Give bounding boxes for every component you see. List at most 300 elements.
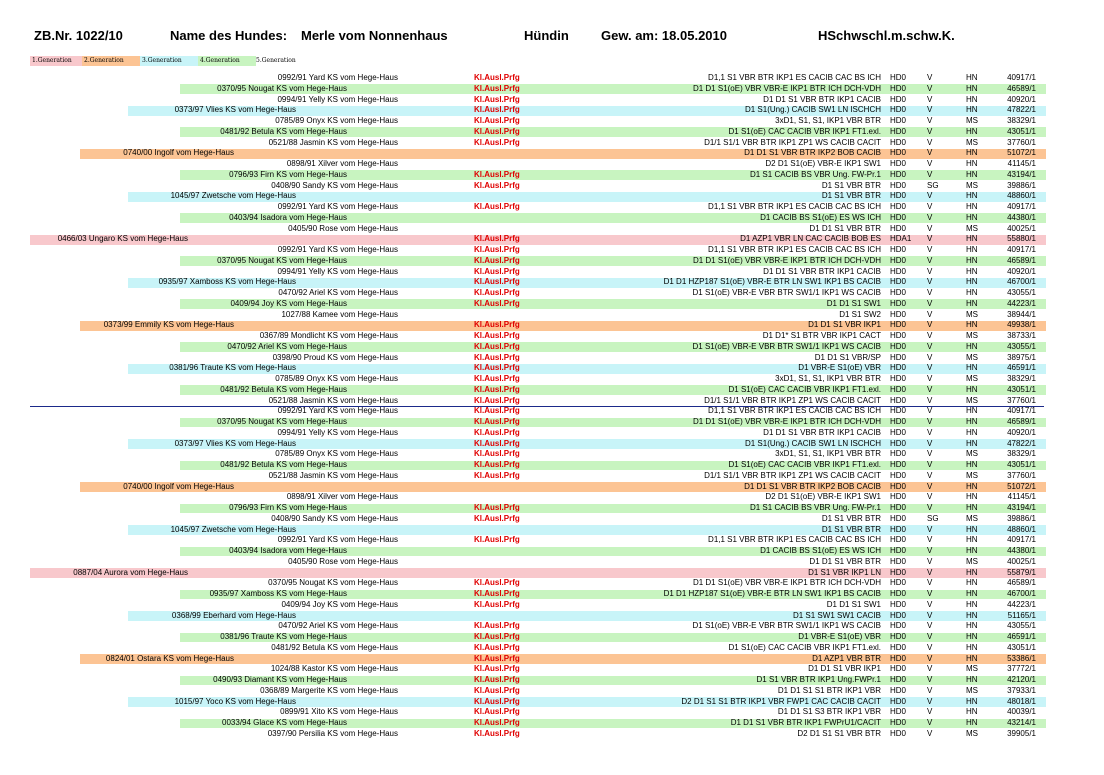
line-code: HN bbox=[966, 298, 978, 308]
exam-label: Kl.Ausl.Prfg bbox=[474, 126, 520, 136]
titles-info: D1 VBR-E S1(oE) VBR bbox=[798, 363, 881, 373]
grade-value: V bbox=[927, 524, 933, 534]
table-row bbox=[0, 267, 1104, 278]
dog-entry-name: 0370/95 Nougat KS vom Hege-Haus bbox=[217, 417, 347, 426]
reg-number: 51072/1 bbox=[1007, 148, 1036, 158]
reg-number: 48860/1 bbox=[1007, 524, 1036, 534]
titles-info: D1 D1 S1(oE) VBR VBR-E IKP1 BTR ICH DCH-VDH bbox=[692, 417, 881, 426]
table-row bbox=[0, 729, 1104, 740]
dog-entry-name: 1045/97 Zwetsche vom Hege-Haus bbox=[170, 524, 296, 534]
reg-number: 43051/1 bbox=[1007, 126, 1036, 136]
grade-value: SG bbox=[927, 513, 939, 523]
line-code: HN bbox=[966, 363, 978, 373]
document-header bbox=[0, 28, 1104, 46]
titles-info: D1 S1 VBR BTR bbox=[821, 180, 881, 190]
dog-entry-name: 1015/97 Yoco KS vom Hege-Haus bbox=[174, 696, 296, 706]
table-row bbox=[0, 159, 1104, 170]
table-row bbox=[0, 202, 1104, 213]
dog-entry-name: 0490/93 Diamant KS vom Hege-Haus bbox=[213, 675, 347, 684]
exam-label: Kl.Ausl.Prfg bbox=[474, 728, 520, 738]
table-row bbox=[0, 181, 1104, 192]
line-code: HN bbox=[966, 245, 978, 254]
hd-value: HD0 bbox=[890, 632, 907, 641]
titles-info: D1 D1 S1 VBR BTR IKP1 FWPrU1/CACIT bbox=[730, 718, 881, 727]
hd-value: HD0 bbox=[890, 126, 907, 136]
hd-value: HD0 bbox=[890, 556, 907, 566]
dog-entry-name: 0470/92 Ariel KS vom Hege-Haus bbox=[278, 621, 398, 631]
line-code: MS bbox=[966, 728, 978, 738]
grade-value: V bbox=[927, 449, 933, 459]
line-code: HN bbox=[966, 567, 978, 577]
hd-value: HD0 bbox=[890, 266, 907, 276]
exam-label: Kl.Ausl.Prfg bbox=[474, 470, 520, 480]
table-row bbox=[0, 654, 1104, 665]
titles-info: D1,1 S1 VBR BTR IKP1 ES CACIB CAC BS ICH bbox=[708, 245, 881, 254]
line-code: HN bbox=[966, 320, 978, 330]
reg-number: 38329/1 bbox=[1007, 449, 1036, 459]
exam-label: Kl.Ausl.Prfg bbox=[474, 664, 520, 674]
dog-entry-name: 0373/97 Vlies KS vom Hege-Haus bbox=[174, 105, 296, 115]
reg-number: 46591/1 bbox=[1007, 632, 1036, 641]
dog-entry-name: 0368/99 Eberhard vom Hege-Haus bbox=[171, 610, 296, 620]
legend-gen-1: 1.Generation bbox=[30, 56, 84, 66]
exam-label: Kl.Ausl.Prfg bbox=[474, 255, 520, 265]
table-row bbox=[0, 116, 1104, 127]
line-code: MS bbox=[966, 309, 978, 319]
grade-value: V bbox=[927, 83, 933, 93]
hd-value: HD0 bbox=[890, 331, 907, 340]
reg-number: 40025/1 bbox=[1007, 223, 1036, 233]
titles-info: D1 CACIB BS S1(oE) ES WS ICH bbox=[760, 212, 881, 222]
titles-info: 3xD1, S1, S1, IKP1 VBR BTR bbox=[775, 374, 881, 383]
table-row bbox=[0, 492, 1104, 503]
hd-value: HD0 bbox=[890, 298, 907, 308]
reg-number: 49938/1 bbox=[1007, 320, 1036, 330]
exam-label: Kl.Ausl.Prfg bbox=[474, 73, 520, 82]
dog-entry-name: 0887/04 Aurora vom Hege-Haus bbox=[73, 567, 188, 577]
dog-entry-name: 0785/89 Onyx KS vom Hege-Haus bbox=[275, 449, 398, 459]
separator-line bbox=[30, 406, 1044, 407]
table-row bbox=[0, 535, 1104, 546]
exam-label: Kl.Ausl.Prfg bbox=[474, 621, 520, 631]
hd-value: HD0 bbox=[890, 148, 907, 158]
dog-entry-name: 0373/97 Vlies KS vom Hege-Haus bbox=[174, 438, 296, 448]
table-row bbox=[0, 707, 1104, 718]
exam-label: Kl.Ausl.Prfg bbox=[474, 460, 520, 469]
hd-value: HD0 bbox=[890, 481, 907, 491]
table-row bbox=[0, 406, 1104, 417]
coat-color: HSchwschl.m.schw.K. bbox=[818, 28, 955, 43]
hd-value: HD0 bbox=[890, 384, 907, 394]
reg-number: 40920/1 bbox=[1007, 266, 1036, 276]
reg-number: 51165/1 bbox=[1007, 610, 1036, 620]
grade-value: V bbox=[927, 599, 933, 609]
reg-number: 40917/1 bbox=[1007, 406, 1036, 416]
legend-gen-3: 3.Generation bbox=[140, 56, 200, 66]
hd-value: HD0 bbox=[890, 363, 907, 373]
table-row bbox=[0, 148, 1104, 159]
exam-label: Kl.Ausl.Prfg bbox=[474, 718, 520, 727]
grade-value: V bbox=[927, 653, 933, 663]
exam-label: Kl.Ausl.Prfg bbox=[474, 298, 520, 308]
line-code: HN bbox=[966, 642, 978, 652]
line-code: HN bbox=[966, 535, 978, 545]
reg-number: 43051/1 bbox=[1007, 384, 1036, 394]
reg-number: 43055/1 bbox=[1007, 621, 1036, 631]
exam-label: Kl.Ausl.Prfg bbox=[474, 341, 520, 351]
titles-info: D1 VBR-E S1(oE) VBR bbox=[798, 632, 881, 641]
grade-value: V bbox=[927, 212, 933, 222]
line-code: HN bbox=[966, 202, 978, 211]
hd-value: HD0 bbox=[890, 309, 907, 319]
reg-number: 41145/1 bbox=[1007, 159, 1036, 168]
grade-value: V bbox=[927, 309, 933, 319]
table-row bbox=[0, 578, 1104, 589]
titles-info: D1 D1 S1 VBR BTR bbox=[809, 556, 881, 566]
titles-info: D1 S1 VBR IKP1 LN bbox=[808, 567, 881, 577]
reg-number: 40039/1 bbox=[1007, 707, 1036, 717]
dog-entry-name: 0899/91 Xito KS vom Hege-Haus bbox=[280, 707, 398, 717]
hd-value: HD0 bbox=[890, 255, 907, 265]
line-code: HN bbox=[966, 266, 978, 276]
grade-value: V bbox=[927, 578, 933, 588]
dog-entry-name: 0992/91 Yard KS vom Hege-Haus bbox=[277, 202, 398, 211]
titles-info: D1 D1 HZP187 S1(oE) VBR-E BTR LN SW1 IKP1 BS CACIB bbox=[663, 589, 881, 598]
hd-value: HD0 bbox=[890, 642, 907, 652]
dog-name: Merle vom Nonnenhaus bbox=[301, 28, 448, 43]
hd-value: HD0 bbox=[890, 288, 907, 297]
grade-value: V bbox=[927, 438, 933, 448]
titles-info: D1,1 S1 VBR BTR IKP1 ES CACIB CAC BS ICH bbox=[708, 73, 881, 82]
dog-entry-name: 0935/97 Xamboss KS vom Hege-Haus bbox=[158, 277, 296, 287]
hd-value: HD0 bbox=[890, 341, 907, 351]
hd-value: HD0 bbox=[890, 83, 907, 93]
grade-value: V bbox=[927, 589, 933, 598]
dog-entry-name: 0405/90 Rose vom Hege-Haus bbox=[288, 223, 398, 233]
reg-number: 43051/1 bbox=[1007, 642, 1036, 652]
titles-info: D2 D1 S1 S1 VBR BTR bbox=[797, 728, 881, 738]
titles-info: D1,1 S1 VBR BTR IKP1 ES CACIB CAC BS ICH bbox=[708, 202, 881, 211]
exam-label: Kl.Ausl.Prfg bbox=[474, 352, 520, 362]
dog-entry-name: 1024/88 Kastor KS vom Hege-Haus bbox=[270, 664, 398, 674]
titles-info: D1 CACIB BS S1(oE) ES WS ICH bbox=[760, 546, 881, 555]
exam-label: Kl.Ausl.Prfg bbox=[474, 395, 520, 405]
grade-value: V bbox=[927, 567, 933, 577]
dog-entry-name: 0521/88 Jasmin KS vom Hege-Haus bbox=[268, 137, 398, 147]
grade-value: V bbox=[927, 341, 933, 351]
dog-entry-name: 0370/95 Nougat KS vom Hege-Haus bbox=[217, 255, 347, 265]
reg-number: 43194/1 bbox=[1007, 503, 1036, 512]
titles-info: D1 D1 S1 VBR BTR IKP1 CACIB bbox=[763, 266, 881, 276]
grade-value: V bbox=[927, 621, 933, 631]
titles-info: D1,1 S1 VBR BTR IKP1 ES CACIB CAC BS ICH bbox=[708, 535, 881, 545]
grade-value: V bbox=[927, 417, 933, 426]
grade-value: V bbox=[927, 675, 933, 684]
exam-label: Kl.Ausl.Prfg bbox=[474, 599, 520, 609]
line-code: HN bbox=[966, 707, 978, 717]
titles-info: D1 D1 S1 VBR/SP bbox=[814, 352, 881, 362]
table-row bbox=[0, 213, 1104, 224]
grade-value: V bbox=[927, 105, 933, 115]
exam-label: Kl.Ausl.Prfg bbox=[474, 653, 520, 663]
dog-entry-name: 0994/91 Yelly KS vom Hege-Haus bbox=[277, 94, 398, 104]
titles-info: D1 S1 VBR BTR IKP1 Ung.FWPr.1 bbox=[756, 675, 881, 684]
titles-info: D1 S1(oE) CAC CACIB VBR IKP1 FT1.exl. bbox=[728, 384, 881, 394]
dog-entry-name: 0466/03 Ungaro KS vom Hege-Haus bbox=[57, 234, 188, 244]
titles-info: D1 D1 S1 VBR BTR IKP1 CACIB bbox=[763, 427, 881, 437]
exam-label: Kl.Ausl.Prfg bbox=[474, 363, 520, 373]
hd-value: HD0 bbox=[890, 94, 907, 104]
dog-entry-name: 0785/89 Onyx KS vom Hege-Haus bbox=[275, 116, 398, 125]
dog-entry-name: 0367/89 Mondlicht KS vom Hege-Haus bbox=[259, 331, 398, 340]
table-row bbox=[0, 718, 1104, 729]
exam-label: Kl.Ausl.Prfg bbox=[474, 94, 520, 104]
line-code: HN bbox=[966, 191, 978, 201]
table-row bbox=[0, 675, 1104, 686]
hd-value: HD0 bbox=[890, 578, 907, 588]
line-code: HN bbox=[966, 599, 978, 609]
exam-label: Kl.Ausl.Prfg bbox=[474, 513, 520, 523]
hd-value: HD0 bbox=[890, 589, 907, 598]
grade-value: V bbox=[927, 202, 933, 211]
reg-number: 40917/1 bbox=[1007, 535, 1036, 545]
hd-value: HD0 bbox=[890, 513, 907, 523]
hd-value: HD0 bbox=[890, 599, 907, 609]
line-code: HN bbox=[966, 94, 978, 104]
reg-number: 43194/1 bbox=[1007, 169, 1036, 179]
exam-label: Kl.Ausl.Prfg bbox=[474, 245, 520, 254]
line-code: MS bbox=[966, 180, 978, 190]
grade-value: V bbox=[927, 610, 933, 620]
line-code: HN bbox=[966, 73, 978, 82]
table-row bbox=[0, 449, 1104, 460]
grade-value: V bbox=[927, 245, 933, 254]
exam-label: Kl.Ausl.Prfg bbox=[474, 105, 520, 115]
reg-number: 47822/1 bbox=[1007, 438, 1036, 448]
hd-value: HD0 bbox=[890, 352, 907, 362]
table-row bbox=[0, 686, 1104, 697]
titles-info: D1 D1 S1(oE) VBR VBR-E IKP1 BTR ICH DCH-VDH bbox=[692, 255, 881, 265]
reg-number: 37772/1 bbox=[1007, 664, 1036, 674]
table-row bbox=[0, 664, 1104, 675]
grade-value: V bbox=[927, 492, 933, 502]
line-code: HN bbox=[966, 589, 978, 598]
table-row bbox=[0, 127, 1104, 138]
reg-number: 43055/1 bbox=[1007, 288, 1036, 297]
grade-value: V bbox=[927, 126, 933, 136]
hd-value: HD0 bbox=[890, 535, 907, 545]
grade-value: V bbox=[927, 159, 933, 168]
exam-label: Kl.Ausl.Prfg bbox=[474, 707, 520, 717]
titles-info: D1 D1* S1 BTR VBR IKP1 CACT bbox=[762, 331, 881, 340]
exam-label: Kl.Ausl.Prfg bbox=[474, 116, 520, 125]
grade-value: V bbox=[927, 470, 933, 480]
titles-info: D1 S1 CACIB BS VBR Ung. FW-Pr.1 bbox=[749, 503, 881, 512]
grade-value: V bbox=[927, 546, 933, 555]
table-row bbox=[0, 514, 1104, 525]
hd-value: HD0 bbox=[890, 427, 907, 437]
dog-entry-name: 0370/95 Nougat KS vom Hege-Haus bbox=[268, 578, 398, 588]
hd-value: HD0 bbox=[890, 202, 907, 211]
dog-entry-name: 0994/91 Yelly KS vom Hege-Haus bbox=[277, 427, 398, 437]
dog-entry-name: 0381/96 Traute KS vom Hege-Haus bbox=[220, 632, 347, 641]
table-row bbox=[0, 568, 1104, 579]
titles-info: D1 D1 S1 SW1 bbox=[826, 599, 881, 609]
reg-number: 40920/1 bbox=[1007, 427, 1036, 437]
dog-sex: Hündin bbox=[524, 28, 569, 43]
titles-info: D1 S1(oE) VBR-E VBR BTR SW1/1 IKP1 WS CACIB bbox=[692, 288, 881, 297]
titles-info: D1 D1 S1 VBR BTR IKP2 BOB CACIB bbox=[744, 148, 881, 158]
reg-number: 38733/1 bbox=[1007, 331, 1036, 340]
line-code: HN bbox=[966, 653, 978, 663]
titles-info: 3xD1, S1, S1, IKP1 VBR BTR bbox=[775, 116, 881, 125]
exam-label: Kl.Ausl.Prfg bbox=[474, 449, 520, 459]
dog-name-label: Name des Hundes: bbox=[170, 28, 288, 43]
line-code: HN bbox=[966, 159, 978, 168]
line-code: HN bbox=[966, 169, 978, 179]
reg-number: 40917/1 bbox=[1007, 73, 1036, 82]
line-code: MS bbox=[966, 513, 978, 523]
grade-value: V bbox=[927, 395, 933, 405]
dog-entry-name: 0740/00 Ingolf vom Hege-Haus bbox=[123, 481, 234, 491]
table-row bbox=[0, 460, 1104, 471]
titles-info: D1 S1 CACIB BS VBR Ung. FW-Pr.1 bbox=[749, 169, 881, 179]
dog-entry-name: 0992/91 Yard KS vom Hege-Haus bbox=[277, 535, 398, 545]
titles-info: D1 D1 HZP187 S1(oE) VBR-E BTR LN SW1 IKP1 BS CACIB bbox=[663, 277, 881, 287]
table-row bbox=[0, 557, 1104, 568]
exam-label: Kl.Ausl.Prfg bbox=[474, 288, 520, 297]
titles-info: D1 S1 VBR BTR bbox=[821, 513, 881, 523]
line-code: HN bbox=[966, 438, 978, 448]
reg-number: 46589/1 bbox=[1007, 83, 1036, 93]
hd-value: HD0 bbox=[890, 320, 907, 330]
titles-info: D1 D1 S1 VBR BTR bbox=[809, 223, 881, 233]
exam-label: Kl.Ausl.Prfg bbox=[474, 406, 520, 416]
hd-value: HD0 bbox=[890, 73, 907, 82]
exam-label: Kl.Ausl.Prfg bbox=[474, 642, 520, 652]
zb-number: ZB.Nr. 1022/10 bbox=[34, 28, 123, 43]
line-code: HN bbox=[966, 460, 978, 469]
titles-info: D1 S1(Ung.) CACIB SW1 LN ISCHCH bbox=[744, 438, 881, 448]
table-row bbox=[0, 138, 1104, 149]
table-row bbox=[0, 439, 1104, 450]
reg-number: 41145/1 bbox=[1007, 492, 1036, 502]
reg-number: 44223/1 bbox=[1007, 599, 1036, 609]
dog-entry-name: 0740/00 Ingolf vom Hege-Haus bbox=[123, 148, 234, 158]
grade-value: V bbox=[927, 266, 933, 276]
reg-number: 44380/1 bbox=[1007, 546, 1036, 555]
line-code: MS bbox=[966, 374, 978, 383]
grade-value: V bbox=[927, 728, 933, 738]
grade-value: V bbox=[927, 277, 933, 287]
exam-label: Kl.Ausl.Prfg bbox=[474, 137, 520, 147]
reg-number: 38975/1 bbox=[1007, 352, 1036, 362]
exam-label: Kl.Ausl.Prfg bbox=[474, 675, 520, 684]
grade-value: V bbox=[927, 642, 933, 652]
grade-value: SG bbox=[927, 180, 939, 190]
dog-entry-name: 0403/94 Isadora vom Hege-Haus bbox=[229, 212, 347, 222]
hd-value: HD0 bbox=[890, 610, 907, 620]
exam-label: Kl.Ausl.Prfg bbox=[474, 266, 520, 276]
table-row bbox=[0, 331, 1104, 342]
titles-info: D1 D1 S1(oE) VBR VBR-E IKP1 BTR ICH DCH-VDH bbox=[692, 578, 881, 588]
line-code: HN bbox=[966, 632, 978, 641]
titles-info: D1 D1 S1 VBR IKP1 bbox=[808, 664, 881, 674]
dog-entry-name: 0481/92 Betula KS vom Hege-Haus bbox=[220, 126, 347, 136]
reg-number: 40917/1 bbox=[1007, 202, 1036, 211]
line-code: MS bbox=[966, 470, 978, 480]
line-code: MS bbox=[966, 137, 978, 147]
grade-value: V bbox=[927, 664, 933, 674]
grade-value: V bbox=[927, 255, 933, 265]
dog-entry-name: 0370/95 Nougat KS vom Hege-Haus bbox=[217, 83, 347, 93]
reg-number: 46589/1 bbox=[1007, 255, 1036, 265]
line-code: HN bbox=[966, 524, 978, 534]
hd-value: HD0 bbox=[890, 546, 907, 555]
dog-entry-name: 0373/99 Emmily KS vom Hege-Haus bbox=[103, 320, 234, 330]
table-row bbox=[0, 525, 1104, 536]
grade-value: V bbox=[927, 148, 933, 158]
table-row bbox=[0, 256, 1104, 267]
hd-value: HD0 bbox=[890, 191, 907, 201]
line-code: MS bbox=[966, 685, 978, 695]
table-row bbox=[0, 73, 1104, 84]
hd-value: HD0 bbox=[890, 137, 907, 147]
reg-number: 42120/1 bbox=[1007, 675, 1036, 684]
hd-value: HD0 bbox=[890, 675, 907, 684]
dog-entry-name: 0935/97 Xamboss KS vom Hege-Haus bbox=[209, 589, 347, 598]
line-code: HN bbox=[966, 148, 978, 158]
line-code: HN bbox=[966, 546, 978, 555]
line-code: MS bbox=[966, 664, 978, 674]
titles-info: D1 S1 SW2 bbox=[839, 309, 881, 319]
line-code: MS bbox=[966, 116, 978, 125]
line-code: HN bbox=[966, 503, 978, 512]
line-code: HN bbox=[966, 255, 978, 265]
dog-entry-name: 0521/88 Jasmin KS vom Hege-Haus bbox=[268, 395, 398, 405]
hd-value: HD0 bbox=[890, 524, 907, 534]
line-code: HN bbox=[966, 481, 978, 491]
legend-gen-2: 2.Generation bbox=[82, 56, 142, 66]
exam-label: Kl.Ausl.Prfg bbox=[474, 277, 520, 287]
titles-info: D1 S1(Ung.) CACIB SW1 LN ISCHCH bbox=[744, 105, 881, 115]
reg-number: 51072/1 bbox=[1007, 481, 1036, 491]
table-row bbox=[0, 611, 1104, 622]
table-row bbox=[0, 546, 1104, 557]
exam-label: Kl.Ausl.Prfg bbox=[474, 417, 520, 426]
titles-info: D1 S1 VBR BTR bbox=[821, 524, 881, 534]
exam-label: Kl.Ausl.Prfg bbox=[474, 578, 520, 588]
grade-value: V bbox=[927, 234, 933, 244]
titles-info: D1 D1 S1 VBR IKP1 bbox=[808, 320, 881, 330]
titles-info: D1 S1 VBR BTR bbox=[821, 191, 881, 201]
hd-value: HD0 bbox=[890, 503, 907, 512]
line-code: HN bbox=[966, 492, 978, 502]
grade-value: V bbox=[927, 427, 933, 437]
titles-info: D1 S1(oE) VBR-E VBR BTR SW1/1 IKP1 WS CACIB bbox=[692, 621, 881, 631]
grade-value: V bbox=[927, 503, 933, 512]
grade-value: V bbox=[927, 169, 933, 179]
exam-label: Kl.Ausl.Prfg bbox=[474, 169, 520, 179]
exam-label: Kl.Ausl.Prfg bbox=[474, 503, 520, 512]
line-code: MS bbox=[966, 395, 978, 405]
grade-value: V bbox=[927, 73, 933, 82]
grade-value: V bbox=[927, 556, 933, 566]
exam-label: Kl.Ausl.Prfg bbox=[474, 320, 520, 330]
table-row bbox=[0, 417, 1104, 428]
table-row bbox=[0, 277, 1104, 288]
titles-info: D1 S1(oE) CAC CACIB VBR IKP1 FT1.exl. bbox=[728, 126, 881, 136]
